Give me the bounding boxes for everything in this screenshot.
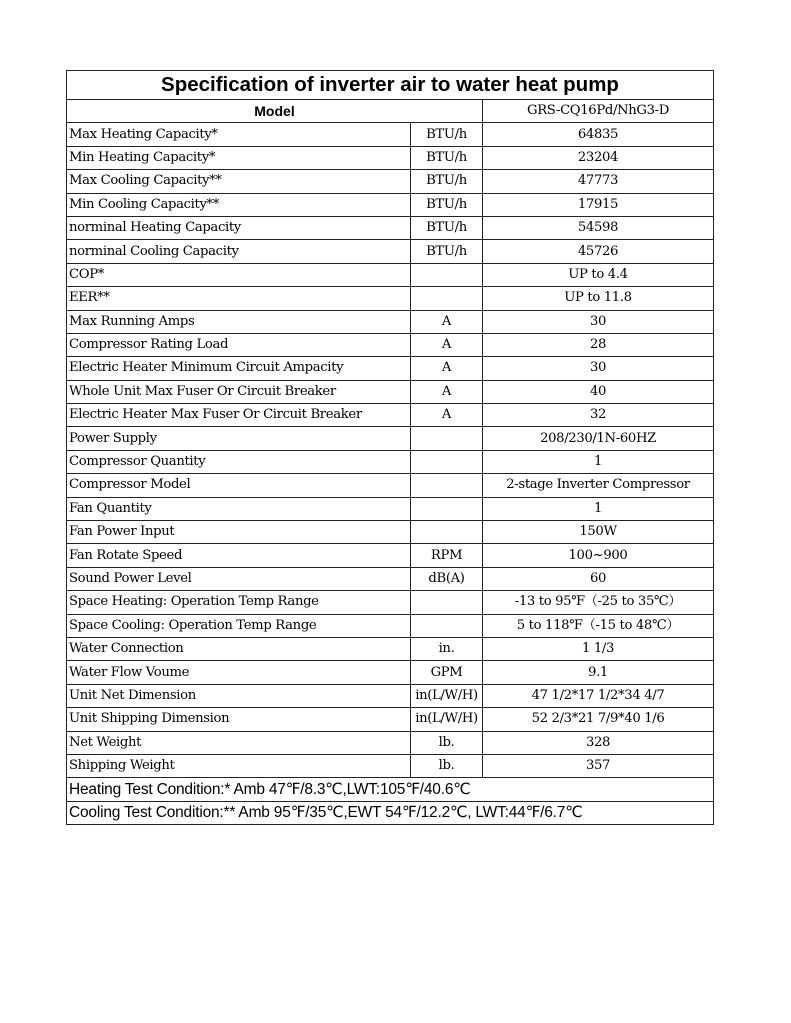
unit-cell: BTU/h	[411, 170, 483, 193]
table-row	[67, 263, 714, 286]
model-value: GRS-CQ16Pd/NhG3-D	[483, 100, 714, 123]
table-row	[67, 427, 714, 450]
value-cell: UP to 4.4	[483, 263, 714, 286]
unit-cell	[411, 450, 483, 473]
value-cell: UP to 11.8	[483, 287, 714, 310]
param-cell: norminal Heating Capacity	[67, 216, 411, 239]
param-cell: Shipping Weight	[67, 754, 411, 777]
value-cell: 40	[483, 380, 714, 403]
value-cell: 17915	[483, 193, 714, 216]
param-cell: Water Flow Voume	[67, 661, 411, 684]
test-condition-row	[67, 778, 714, 801]
table-row	[67, 380, 714, 403]
value-cell: 1 1/3	[483, 637, 714, 660]
table-row	[67, 146, 714, 169]
param-cell: Sound Power Level	[67, 567, 411, 590]
table-row	[67, 544, 714, 567]
table-row	[67, 474, 714, 497]
param-cell: COP*	[67, 263, 411, 286]
table-row	[67, 404, 714, 427]
unit-cell	[411, 614, 483, 637]
unit-cell: lb.	[411, 754, 483, 777]
param-cell: Whole Unit Max Fuser Or Circuit Breaker	[67, 380, 411, 403]
param-cell: Space Cooling: Operation Temp Range	[67, 614, 411, 637]
unit-cell: A	[411, 404, 483, 427]
value-cell: 2-stage Inverter Compressor	[483, 474, 714, 497]
param-cell: Space Heating: Operation Temp Range	[67, 591, 411, 614]
test-condition-row	[67, 801, 714, 824]
unit-cell: A	[411, 333, 483, 356]
unit-cell	[411, 591, 483, 614]
param-cell: Compressor Model	[67, 474, 411, 497]
value-cell: 64835	[483, 123, 714, 146]
table-row	[67, 193, 714, 216]
param-cell: Water Connection	[67, 637, 411, 660]
table-row	[67, 310, 714, 333]
param-cell: Min Heating Capacity*	[67, 146, 411, 169]
model-label: Model	[67, 100, 483, 123]
value-cell: 9.1	[483, 661, 714, 684]
table-title: Specification of inverter air to water heat pump	[67, 71, 714, 100]
unit-cell: BTU/h	[411, 123, 483, 146]
param-cell: Max Cooling Capacity**	[67, 170, 411, 193]
table-row	[67, 123, 714, 146]
table-row	[67, 684, 714, 707]
param-cell: Max Heating Capacity*	[67, 123, 411, 146]
unit-cell: BTU/h	[411, 146, 483, 169]
unit-cell	[411, 427, 483, 450]
param-cell: Compressor Rating Load	[67, 333, 411, 356]
value-cell: 100~900	[483, 544, 714, 567]
param-cell: Min Cooling Capacity**	[67, 193, 411, 216]
table-row	[67, 754, 714, 777]
value-cell: 52 2/3*21 7/9*40 1/6	[483, 708, 714, 731]
param-cell: Power Supply	[67, 427, 411, 450]
table-row	[67, 497, 714, 520]
table-row	[67, 591, 714, 614]
table-row	[67, 216, 714, 239]
param-cell: Fan Quantity	[67, 497, 411, 520]
table-row	[67, 240, 714, 263]
unit-cell: in(L/W/H)	[411, 708, 483, 731]
unit-cell	[411, 263, 483, 286]
test-condition-note: Heating Test Condition:* Amb 47℉/8.3℃,LWT:105℉/40.6℃	[67, 778, 714, 801]
table-title-row	[67, 71, 714, 100]
value-cell: 208/230/1N-60HZ	[483, 427, 714, 450]
table-row	[67, 708, 714, 731]
unit-cell: RPM	[411, 544, 483, 567]
table-row	[67, 287, 714, 310]
unit-cell: in(L/W/H)	[411, 684, 483, 707]
value-cell: 150W	[483, 521, 714, 544]
value-cell: 30	[483, 310, 714, 333]
unit-cell	[411, 497, 483, 520]
unit-cell: in.	[411, 637, 483, 660]
value-cell: 45726	[483, 240, 714, 263]
unit-cell	[411, 287, 483, 310]
table-row	[67, 357, 714, 380]
table-row	[67, 614, 714, 637]
table-row	[67, 521, 714, 544]
value-cell: 32	[483, 404, 714, 427]
unit-cell: dB(A)	[411, 567, 483, 590]
test-condition-note: Cooling Test Condition:** Amb 95℉/35℃,EWT 54℉/12.2℃, LWT:44℉/6.7℃	[67, 801, 714, 824]
model-row	[67, 100, 714, 123]
unit-cell: BTU/h	[411, 240, 483, 263]
param-cell: Compressor Quantity	[67, 450, 411, 473]
unit-cell: lb.	[411, 731, 483, 754]
param-cell: Fan Rotate Speed	[67, 544, 411, 567]
param-cell: Electric Heater Minimum Circuit Ampacity	[67, 357, 411, 380]
table-row	[67, 567, 714, 590]
unit-cell: A	[411, 380, 483, 403]
value-cell: 30	[483, 357, 714, 380]
value-cell: 1	[483, 497, 714, 520]
param-cell: Fan Power Input	[67, 521, 411, 544]
unit-cell	[411, 521, 483, 544]
table-row	[67, 333, 714, 356]
unit-cell: BTU/h	[411, 216, 483, 239]
specification-table	[66, 70, 714, 825]
table-row	[67, 450, 714, 473]
value-cell: 1	[483, 450, 714, 473]
param-cell: Unit Shipping Dimension	[67, 708, 411, 731]
param-cell: Max Running Amps	[67, 310, 411, 333]
param-cell: Net Weight	[67, 731, 411, 754]
value-cell: 28	[483, 333, 714, 356]
value-cell: 328	[483, 731, 714, 754]
param-cell: Electric Heater Max Fuser Or Circuit Breaker	[67, 404, 411, 427]
table-row	[67, 637, 714, 660]
value-cell: 5 to 118℉（-15 to 48℃）	[483, 614, 714, 637]
unit-cell: GPM	[411, 661, 483, 684]
table-row	[67, 661, 714, 684]
value-cell: 60	[483, 567, 714, 590]
table-row	[67, 170, 714, 193]
value-cell: 357	[483, 754, 714, 777]
unit-cell: A	[411, 310, 483, 333]
table-row	[67, 731, 714, 754]
unit-cell	[411, 474, 483, 497]
param-cell: EER**	[67, 287, 411, 310]
value-cell: 47773	[483, 170, 714, 193]
param-cell: Unit Net Dimension	[67, 684, 411, 707]
unit-cell: BTU/h	[411, 193, 483, 216]
value-cell: -13 to 95℉（-25 to 35℃）	[483, 591, 714, 614]
value-cell: 47 1/2*17 1/2*34 4/7	[483, 684, 714, 707]
value-cell: 54598	[483, 216, 714, 239]
unit-cell: A	[411, 357, 483, 380]
value-cell: 23204	[483, 146, 714, 169]
param-cell: norminal Cooling Capacity	[67, 240, 411, 263]
